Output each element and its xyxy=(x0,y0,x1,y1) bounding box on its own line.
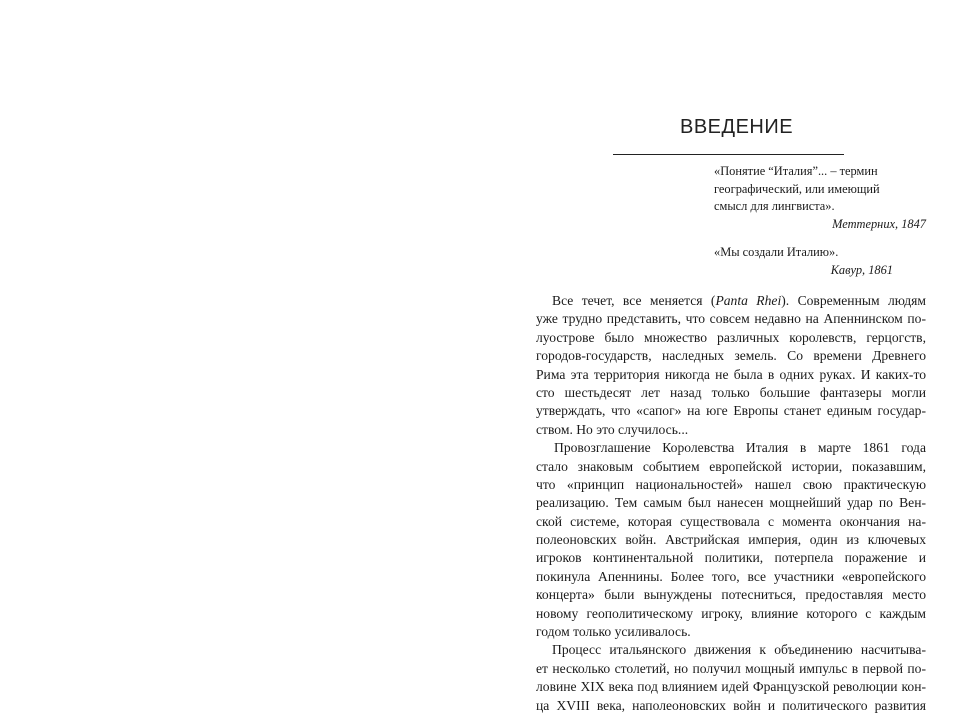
text-line: полеоновских войн. Австрийская империя, один из ключевых xyxy=(536,532,926,548)
text-line: ца XVIII века, наполеоновских войн и политического развития xyxy=(536,697,926,713)
text-line xyxy=(536,292,926,310)
epigraph-line: географический, или имеющий xyxy=(714,181,880,196)
left-page-blank xyxy=(0,0,485,688)
epigraph-line: «Понятие “Италия”... – термин xyxy=(714,164,878,178)
title-divider xyxy=(613,154,844,155)
text-line: покинула Апеннины. Более того, все участники «европейского xyxy=(536,568,926,584)
text-line: Провозглашение Королевства Италия в марте 1861 года xyxy=(554,440,926,456)
text-line: уже трудно представить, что совсем недавно на Апеннинском по- xyxy=(536,311,926,327)
body-text xyxy=(536,292,926,715)
epigraph-line: смысл для лингвиста». xyxy=(714,199,835,213)
text-line: что «принцип национальностей» нашел свою практическую xyxy=(536,476,926,492)
text-line: годом только усиливалось. xyxy=(536,624,691,640)
epigraph-metternich xyxy=(714,163,929,233)
chapter-title: ВВЕДЕНИЕ xyxy=(680,116,794,138)
text-line: Рима эта территория никогда не была в одних руках. И каких-то xyxy=(536,366,926,382)
text-line: концерта» были вынуждены потесниться, предоставляя место xyxy=(536,587,926,603)
text-line: Процесс итальянского движения к объединению насчитыва- xyxy=(552,642,926,658)
text-line: сто шестьдесят лет назад только большие фантазеры могли xyxy=(536,384,926,400)
text-line: ет несколько столетий, но получил мощный импульс в первой по- xyxy=(536,660,926,676)
epigraph-line: «Мы создали Италию». xyxy=(714,245,839,259)
text-line: ловине XIX века под влиянием идей Французской революции кон- xyxy=(536,679,926,695)
text-line: ской системе, которая существовала с момента окончания на- xyxy=(536,513,926,529)
text-line: ством. Но это случилось... xyxy=(536,421,689,437)
epigraph-attribution: Меттерних, 1847 xyxy=(832,216,926,231)
text-line: игроков континентальной политики, потерпела поражение и xyxy=(536,550,926,566)
epigraph-cavour xyxy=(714,244,929,279)
text-run: ). Современным людям xyxy=(781,293,927,308)
text-line: стало знаковым событием европейской истории, показавшим, xyxy=(536,458,926,474)
text-line: новому геополитическому игроку, влияние которого с каждым xyxy=(536,605,926,621)
text-line: луострове было множество различных королевств, герцогств, xyxy=(536,329,926,345)
text-line: городов-государств, наследных земель. Со времени Древнего xyxy=(536,348,926,364)
epigraph-attribution: Кавур, 1861 xyxy=(830,262,893,277)
text-line: утверждать, что «сапог» на юге Европы станет единым государ- xyxy=(536,403,926,419)
text-run: Все течет, все меняется ( xyxy=(552,293,716,308)
latin-phrase: Panta Rhei xyxy=(715,293,782,308)
text-line: реализацию. Тем самым был нанесен мощнейший удар по Вен- xyxy=(536,495,926,511)
